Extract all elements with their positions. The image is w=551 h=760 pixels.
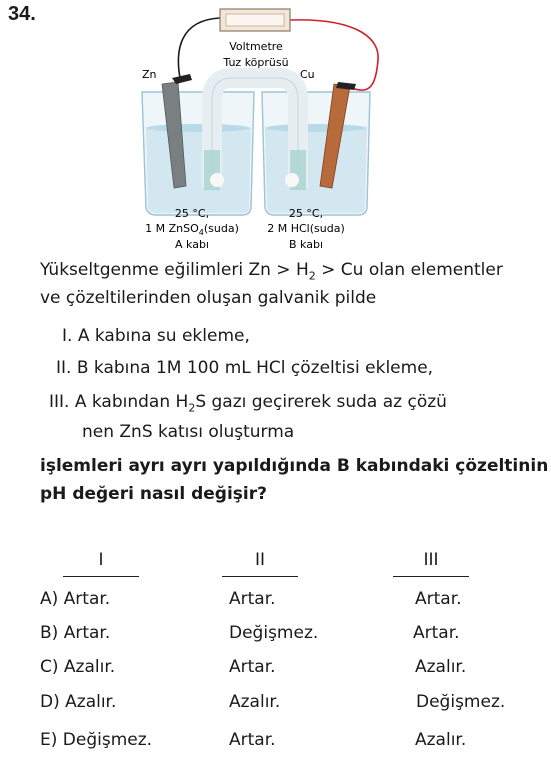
option-e[interactable]: E) Değişmez. (40, 730, 153, 750)
statement-2: II. B kabına 1M 100 mL HCl çözeltisi ekleme, (56, 358, 434, 378)
voltmeter-label: Voltmetre (229, 40, 283, 53)
column-rule-3 (393, 576, 469, 577)
option-d[interactable]: D) Azalır. (40, 692, 117, 712)
copper-label: Cu (300, 68, 315, 81)
option-a-col3: Artar. (415, 589, 462, 609)
left-temp: 25 °C, (174, 207, 210, 220)
option-a-col2: Artar. (229, 589, 276, 609)
question-number: 34. (8, 3, 36, 25)
zinc-label: Zn (142, 68, 157, 81)
galvanic-cell-figure (120, 0, 400, 256)
beaker-b (262, 92, 370, 215)
option-e-col2: Artar. (229, 730, 276, 750)
option-c-col2: Artar. (229, 657, 276, 677)
option-d-col3: Değişmez. (416, 692, 506, 712)
stem-line-2: ve çözeltilerinden oluşan galvanik pilde (40, 288, 377, 308)
statement-3: III. A kabından $H_2S$ gazı geçirerek suda az çözü (49, 392, 447, 415)
option-a[interactable]: A) Artar. (40, 589, 111, 609)
beaker-a (142, 92, 254, 215)
right-solution: 2 M HCl(suda) (267, 222, 345, 235)
right-vessel: B kabı (289, 238, 323, 251)
option-c-col3: Azalır. (415, 657, 467, 677)
left-vessel: A kabı (175, 238, 209, 251)
voltmeter (220, 9, 290, 31)
option-c[interactable]: C) Azalır. (40, 657, 116, 677)
question-line-2: pH değeri nasıl değişir? (40, 484, 267, 504)
option-b[interactable]: B) Artar. (40, 623, 111, 643)
left-wire (178, 18, 220, 78)
column-rule-1 (63, 576, 139, 577)
statement-3-continued: nen ZnS katısı oluşturma (82, 422, 295, 442)
option-d-col2: Azalır. (229, 692, 281, 712)
column-heading-2: II (254, 550, 266, 570)
statement-1: I. A kabına su ekleme, (62, 326, 250, 346)
right-temp: 25 °C, (288, 207, 324, 220)
option-b-col3: Artar. (413, 623, 460, 643)
column-heading-3: III (423, 550, 439, 570)
salt-bridge-label: Tuz köprüsü (223, 56, 289, 69)
stem-line-1: Yükseltgenme eğilimleri $Zn > H_2 > Cu$ olan elementler (40, 260, 503, 283)
option-e-col3: Azalır. (415, 730, 467, 750)
question-line-1: işlemleri ayrı ayrı yapıldığında B kabındaki çözeltinin (40, 456, 549, 476)
column-rule-2 (222, 576, 298, 577)
option-b-col2: Değişmez. (229, 623, 319, 643)
left-solution: 1 M ZnSO$_4$(suda) (145, 222, 239, 237)
column-heading-1: I (98, 550, 104, 570)
